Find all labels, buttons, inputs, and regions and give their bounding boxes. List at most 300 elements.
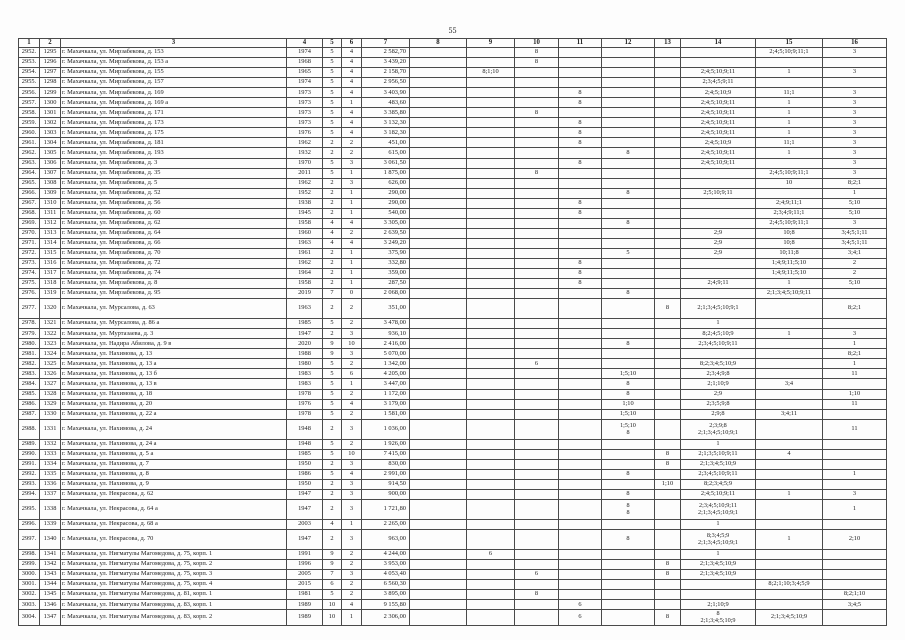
col11-cell [559, 339, 602, 349]
col11-cell [559, 399, 602, 409]
col16-cell: 8;2;1 [823, 349, 887, 359]
col16-cell [823, 379, 887, 389]
floors-cell: 5 [323, 359, 342, 369]
col12-cell: 5 [602, 248, 655, 258]
col15-cell: 1 [756, 529, 823, 549]
col15-cell [756, 359, 823, 369]
year-cell: 1989 [287, 600, 323, 610]
col9-cell [467, 88, 515, 98]
col12-cell: 8 [602, 188, 655, 198]
address-cell: г. Махачкала, ул. Нахимова, д. 22 а [61, 409, 287, 419]
col14-cell: 2;4;5;10;9 [681, 88, 756, 98]
row-number-cell: 2956. [19, 88, 40, 98]
table-row [19, 289, 887, 299]
col16-cell: 2;10 [823, 529, 887, 549]
table-row [19, 319, 887, 329]
col9-cell [467, 178, 515, 188]
entrances-cell: 1 [342, 379, 362, 389]
col14-cell: 2;9 [681, 389, 756, 399]
col14-cell: 2;1;10;9 [681, 379, 756, 389]
col13-cell [655, 279, 681, 289]
col8-cell [410, 68, 467, 78]
column-header: 16 [823, 39, 887, 48]
col8-cell [410, 600, 467, 610]
area-cell: 3 953,00 [362, 560, 410, 570]
col10-cell: 6 [515, 359, 559, 369]
address-cell: г. Махачкала, ул. Мирзабекова, д. 153 а [61, 58, 287, 68]
address-cell: г. Махачкала, ул. Мирзабекова, д. 169 [61, 88, 287, 98]
col10-cell [515, 208, 559, 218]
col12-cell [602, 449, 655, 459]
row-number-cell: 2990. [19, 449, 40, 459]
col13-cell [655, 389, 681, 399]
col14-cell: 2;4;5;10;9;11 [681, 128, 756, 138]
col16-cell: 5;10 [823, 198, 887, 208]
col10-cell [515, 519, 559, 529]
col8-cell [410, 580, 467, 590]
row-number-cell: 2978. [19, 319, 40, 329]
col15-cell: 10;8 [756, 238, 823, 248]
col16-cell [823, 560, 887, 570]
area-cell: 3 132,30 [362, 118, 410, 128]
record-id-cell: 1310 [40, 198, 61, 208]
row-number-cell: 2992. [19, 469, 40, 479]
table-row [19, 580, 887, 590]
col9-cell [467, 258, 515, 268]
col13-cell [655, 419, 681, 439]
col13-cell [655, 269, 681, 279]
record-id-cell: 1320 [40, 299, 61, 319]
floors-cell: 5 [323, 319, 342, 329]
col11-cell [559, 289, 602, 299]
table-row [19, 198, 887, 208]
floors-cell: 2 [323, 178, 342, 188]
floors-cell: 9 [323, 560, 342, 570]
col9-cell [467, 198, 515, 208]
record-id-cell: 1301 [40, 108, 61, 118]
col9-cell [467, 479, 515, 489]
col12-cell [602, 329, 655, 339]
col16-cell: 11 [823, 399, 887, 409]
col16-cell: 1 [823, 188, 887, 198]
col8-cell [410, 88, 467, 98]
col14-cell: 2;3;4;9;8 [681, 369, 756, 379]
col16-cell: 3 [823, 98, 887, 108]
col16-cell: 3 [823, 158, 887, 168]
col8-cell [410, 409, 467, 419]
col13-cell [655, 590, 681, 600]
col14-cell: 2;4;9;11 [681, 279, 756, 289]
col13-cell: 1;10 [655, 479, 681, 489]
col14-cell: 2;4;5;10;9;11 [681, 489, 756, 499]
floors-cell: 5 [323, 98, 342, 108]
table-row [19, 329, 887, 339]
year-cell: 1958 [287, 279, 323, 289]
col16-cell: 3 [823, 329, 887, 339]
col10-cell [515, 489, 559, 499]
table-row [19, 208, 887, 218]
col11-cell: 8 [559, 198, 602, 208]
entrances-cell: 4 [342, 88, 362, 98]
floors-cell: 2 [323, 269, 342, 279]
record-id-cell: 1314 [40, 238, 61, 248]
floors-cell: 4 [323, 519, 342, 529]
col11-cell [559, 519, 602, 529]
col9-cell [467, 188, 515, 198]
table-row [19, 218, 887, 228]
col14-cell: 2;9;8 [681, 409, 756, 419]
col13-cell: 8 [655, 299, 681, 319]
col14-cell: 2;9 [681, 248, 756, 258]
year-cell: 1986 [287, 469, 323, 479]
floors-cell: 2 [323, 529, 342, 549]
area-cell: 2 306,00 [362, 610, 410, 625]
col12-cell [602, 319, 655, 329]
record-id-cell: 1322 [40, 329, 61, 339]
col16-cell [823, 549, 887, 559]
col13-cell [655, 228, 681, 238]
col12-cell [602, 349, 655, 359]
col16-cell: 1 [823, 469, 887, 479]
col9-cell [467, 600, 515, 610]
col12-cell [602, 168, 655, 178]
table-header-row [19, 39, 887, 48]
col10-cell [515, 218, 559, 228]
row-number-cell: 2973. [19, 258, 40, 268]
col13-cell [655, 519, 681, 529]
col8-cell [410, 258, 467, 268]
col10-cell [515, 279, 559, 289]
entrances-cell: 3 [342, 459, 362, 469]
col9-cell [467, 469, 515, 479]
col8-cell [410, 449, 467, 459]
area-cell: 963,00 [362, 529, 410, 549]
entrances-cell: 4 [342, 469, 362, 479]
address-cell: г. Махачкала, ул. Мирзабекова, д. 66 [61, 238, 287, 248]
col15-cell [756, 479, 823, 489]
entrances-cell: 3 [342, 178, 362, 188]
col11-cell: 8 [559, 128, 602, 138]
col15-cell: 1 [756, 118, 823, 128]
record-id-cell: 1321 [40, 319, 61, 329]
record-id-cell: 1334 [40, 459, 61, 469]
record-id-cell: 1327 [40, 379, 61, 389]
year-cell: 1973 [287, 98, 323, 108]
year-cell: 1958 [287, 218, 323, 228]
table-row [19, 178, 887, 188]
col8-cell [410, 148, 467, 158]
col13-cell [655, 178, 681, 188]
col8-cell [410, 208, 467, 218]
row-number-cell: 2965. [19, 178, 40, 188]
floors-cell: 5 [323, 58, 342, 68]
record-id-cell: 1328 [40, 389, 61, 399]
col14-cell: 2;4;5;10;9 [681, 138, 756, 148]
floors-cell: 5 [323, 469, 342, 479]
table-row [19, 600, 887, 610]
entrances-cell: 1 [342, 168, 362, 178]
col11-cell [559, 590, 602, 600]
floors-cell: 4 [323, 238, 342, 248]
year-cell: 1978 [287, 389, 323, 399]
col11-cell [559, 238, 602, 248]
col16-cell: 3;4;5;1;11 [823, 228, 887, 238]
record-id-cell: 1304 [40, 138, 61, 148]
address-cell: г. Махачкала, ул. Нахимова, д. 13 [61, 349, 287, 359]
entrances-cell: 1 [342, 208, 362, 218]
col9-cell [467, 519, 515, 529]
col9-cell [467, 449, 515, 459]
record-id-cell: 1309 [40, 188, 61, 198]
year-cell: 2011 [287, 168, 323, 178]
col14-cell: 2;9 [681, 228, 756, 238]
table-row [19, 610, 887, 625]
col10-cell: 8 [515, 48, 559, 58]
col13-cell [655, 128, 681, 138]
floors-cell: 5 [323, 369, 342, 379]
floors-cell: 9 [323, 339, 342, 349]
entrances-cell: 2 [342, 299, 362, 319]
col12-cell [602, 419, 655, 439]
col9-cell [467, 409, 515, 419]
table-row [19, 188, 887, 198]
col16-cell: 3 [823, 128, 887, 138]
col16-cell: 1 [823, 339, 887, 349]
floors-cell: 5 [323, 88, 342, 98]
row-number-cell: 2955. [19, 78, 40, 88]
floors-cell: 2 [323, 138, 342, 148]
col14-cell: 2;3;4;5;10;9;11 [681, 339, 756, 349]
floors-cell: 7 [323, 570, 342, 580]
col13-cell [655, 248, 681, 258]
col16-cell [823, 459, 887, 469]
col13-cell: 8 [655, 459, 681, 469]
col16-cell: 8;2;1;10 [823, 590, 887, 600]
col8-cell [410, 248, 467, 258]
record-id-cell: 1344 [40, 580, 61, 590]
address-cell: г. Махачкала, ул. Нахимова, д. 20 [61, 399, 287, 409]
col11-cell [559, 58, 602, 68]
entrances-cell: 2 [342, 580, 362, 590]
year-cell: 1976 [287, 128, 323, 138]
col14-cell [681, 580, 756, 590]
col11-cell [559, 560, 602, 570]
column-header: 6 [342, 39, 362, 48]
col15-cell [756, 549, 823, 559]
year-cell: 1962 [287, 258, 323, 268]
entrances-cell: 3 [342, 419, 362, 439]
col9-cell [467, 248, 515, 258]
address-cell: г. Махачкала, ул. Мирзабекова, д. 193 [61, 148, 287, 158]
col15-cell: 3;4 [756, 379, 823, 389]
year-cell: 1968 [287, 58, 323, 68]
col14-cell: 2;1;3;4;5;10;9 [681, 459, 756, 469]
address-cell: г. Махачкала, ул. Некрасова, д. 70 [61, 529, 287, 549]
col11-cell: 8 [559, 98, 602, 108]
column-header: 14 [681, 39, 756, 48]
col12-cell: 1;5;10 [602, 369, 655, 379]
col14-cell [681, 289, 756, 299]
col8-cell [410, 379, 467, 389]
col11-cell [559, 178, 602, 188]
year-cell: 1945 [287, 208, 323, 218]
row-number-cell: 2981. [19, 349, 40, 359]
col13-cell [655, 158, 681, 168]
area-cell: 1 342,00 [362, 359, 410, 369]
col15-cell: 3;4;11 [756, 409, 823, 419]
area-cell: 615,00 [362, 148, 410, 158]
area-cell: 3 179,00 [362, 399, 410, 409]
floors-cell: 5 [323, 68, 342, 78]
floors-cell: 5 [323, 590, 342, 600]
col14-cell: 1 [681, 549, 756, 559]
row-number-cell: 2970. [19, 228, 40, 238]
col10-cell [515, 178, 559, 188]
entrances-cell: 2 [342, 138, 362, 148]
floors-cell: 10 [323, 610, 342, 625]
entrances-cell: 10 [342, 339, 362, 349]
area-cell: 3 061,50 [362, 158, 410, 168]
table-row [19, 469, 887, 479]
col12-cell: 8 [602, 379, 655, 389]
address-cell: г. Махачкала, ул. Мирзабекова, д. 155 [61, 68, 287, 78]
row-number-cell: 2999. [19, 560, 40, 570]
row-number-cell: 2953. [19, 58, 40, 68]
address-cell: г. Махачкала, ул. Нахимова, д. 18 [61, 389, 287, 399]
col15-cell [756, 319, 823, 329]
col10-cell: 8 [515, 168, 559, 178]
col15-cell [756, 339, 823, 349]
address-cell: г. Махачкала, ул. Нахимова, д. 5 а [61, 449, 287, 459]
floors-cell: 7 [323, 289, 342, 299]
col10-cell [515, 329, 559, 339]
row-number-cell: 2989. [19, 439, 40, 449]
col10-cell [515, 479, 559, 489]
col15-cell [756, 58, 823, 68]
col14-cell: 2;4;5;10;9;11 [681, 118, 756, 128]
table-row [19, 479, 887, 489]
record-id-cell: 1339 [40, 519, 61, 529]
col14-cell: 2;4;5;10;9;11 [681, 108, 756, 118]
address-cell: г. Махачкала, ул. Мирзабекова, д. 70 [61, 248, 287, 258]
col8-cell [410, 58, 467, 68]
col13-cell [655, 98, 681, 108]
col10-cell [515, 228, 559, 238]
col13-cell [655, 68, 681, 78]
col13-cell [655, 600, 681, 610]
address-cell: г. Махачкала, ул. Нахимова, д. 24 а [61, 439, 287, 449]
col14-cell: 2;4;5;10;9;11 [681, 158, 756, 168]
col15-cell: 11;1 [756, 88, 823, 98]
area-cell: 830,00 [362, 459, 410, 469]
col13-cell [655, 580, 681, 590]
col11-cell: 8 [559, 208, 602, 218]
entrances-cell: 3 [342, 489, 362, 499]
entrances-cell: 2 [342, 228, 362, 238]
col13-cell [655, 118, 681, 128]
col13-cell [655, 329, 681, 339]
col10-cell [515, 529, 559, 549]
record-id-cell: 1302 [40, 118, 61, 128]
col11-cell: 8 [559, 279, 602, 289]
col15-cell: 1 [756, 108, 823, 118]
area-cell: 2 068,00 [362, 289, 410, 299]
page-number: 55 [448, 26, 457, 35]
col11-cell [559, 369, 602, 379]
row-number-cell: 2964. [19, 168, 40, 178]
entrances-cell: 2 [342, 590, 362, 600]
col8-cell [410, 389, 467, 399]
col14-cell [681, 168, 756, 178]
col9-cell [467, 329, 515, 339]
year-cell: 1950 [287, 459, 323, 469]
col8-cell [410, 469, 467, 479]
col14-cell-line: 8;3;4;5;9 [706, 532, 730, 540]
col10-cell [515, 98, 559, 108]
floors-cell: 5 [323, 168, 342, 178]
row-number-cell: 2972. [19, 248, 40, 258]
col10-cell [515, 138, 559, 148]
col14-cell [681, 198, 756, 208]
row-number-cell: 2954. [19, 68, 40, 78]
table-row [19, 389, 887, 399]
col8-cell [410, 590, 467, 600]
area-cell: 3 182,30 [362, 128, 410, 138]
col9-cell [467, 208, 515, 218]
col13-cell [655, 439, 681, 449]
year-cell: 1974 [287, 48, 323, 58]
area-cell: 540,00 [362, 208, 410, 218]
address-cell: г. Махачкала, ул. Нахимова, д. 24 [61, 419, 287, 439]
col10-cell [515, 289, 559, 299]
col15-cell: 11;1 [756, 138, 823, 148]
table-row [19, 158, 887, 168]
table-body [19, 48, 887, 626]
address-cell: г. Махачкала, ул. Мирзабекова, д. 153 [61, 48, 287, 58]
col10-cell: 8 [515, 58, 559, 68]
col12-cell [602, 560, 655, 570]
address-cell: г. Махачкала, ул. Мирзабекова, д. 3 [61, 158, 287, 168]
address-cell: г. Махачкала, ул. Нахимова, д. 13 а [61, 359, 287, 369]
col10-cell [515, 339, 559, 349]
col12-cell: 8 [602, 218, 655, 228]
year-cell: 1970 [287, 158, 323, 168]
table-row [19, 58, 887, 68]
entrances-cell: 4 [342, 218, 362, 228]
col16-cell [823, 78, 887, 88]
col12-cell [602, 198, 655, 208]
col9-cell [467, 218, 515, 228]
col16-cell: 3;4;1 [823, 248, 887, 258]
address-cell: г. Махачкала, ул. Нахимова, д. 8 [61, 469, 287, 479]
area-cell: 626,00 [362, 178, 410, 188]
col13-cell [655, 529, 681, 549]
floors-cell: 2 [323, 329, 342, 339]
year-cell: 1989 [287, 610, 323, 625]
year-cell: 1963 [287, 299, 323, 319]
col11-cell [559, 48, 602, 58]
floors-cell: 2 [323, 258, 342, 268]
col12-cell-line: 8 [626, 429, 630, 437]
address-cell: г. Махачкала, ул. Мирзабекова, д. 5 [61, 178, 287, 188]
record-id-cell: 1316 [40, 258, 61, 268]
row-number-cell: 2969. [19, 218, 40, 228]
col14-cell: 2;1;10;9 [681, 600, 756, 610]
row-number-cell: 2962. [19, 148, 40, 158]
year-cell: 1973 [287, 118, 323, 128]
col16-cell [823, 319, 887, 329]
row-number-cell: 2998. [19, 549, 40, 559]
